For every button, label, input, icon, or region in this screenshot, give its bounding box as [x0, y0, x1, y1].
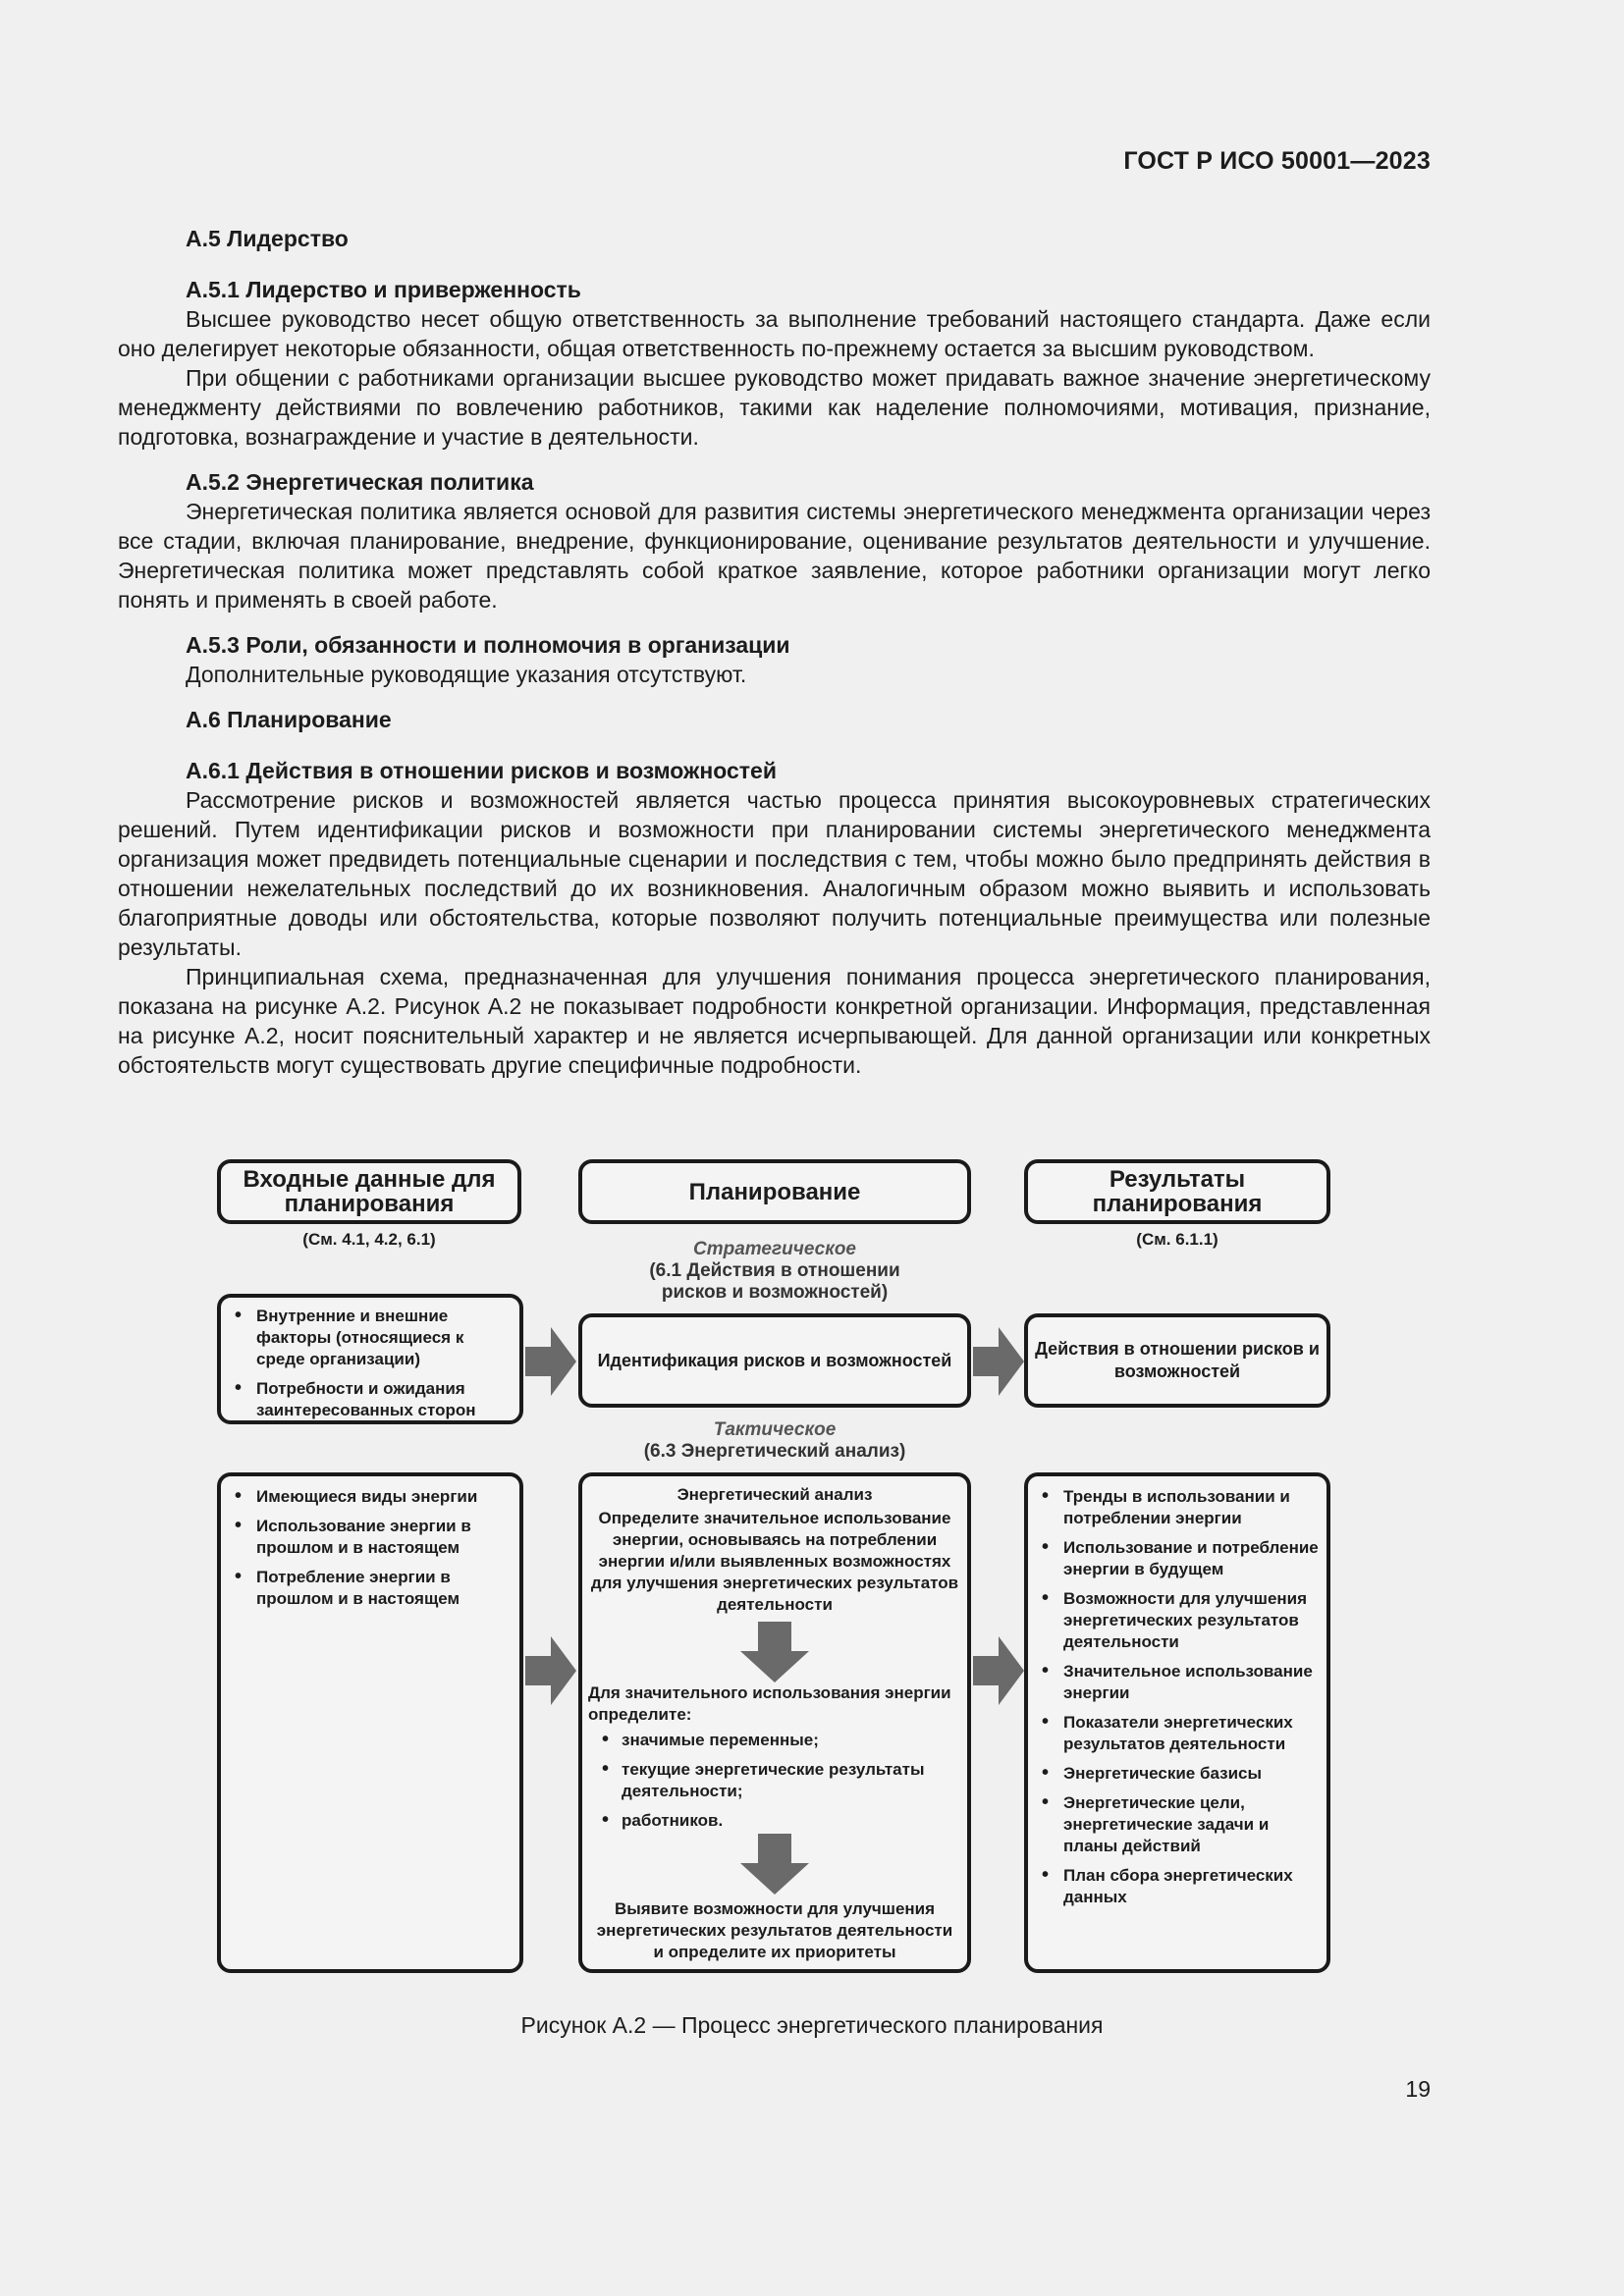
strategic-section-label — [578, 1239, 971, 1304]
energy-review-title: Энергетический анализ — [677, 1485, 873, 1504]
strategic-label: Стратегическое — [693, 1239, 856, 1259]
heading-a52: А.5.2 Энергетическая политика — [186, 469, 534, 495]
tactical-label: Тактическое — [713, 1419, 837, 1440]
body-text — [118, 224, 1431, 1080]
strategic-process-box — [578, 1313, 971, 1408]
tactical-section-label — [578, 1419, 971, 1463]
list-item: • Имеющиеся виды энергии — [221, 1486, 510, 1508]
list-item: • Энергетические цели, энергетические задачи и планы действий — [1028, 1792, 1319, 1857]
arrow-down-icon — [740, 1622, 809, 1682]
planning-header-box — [578, 1159, 971, 1224]
list-item: • текущие энергетические результаты деятельности; — [588, 1759, 961, 1802]
list-item: • Значительное использование энергии — [1028, 1661, 1319, 1704]
figure-caption: Рисунок А.2 — Процесс энергетического планирования — [520, 2012, 1104, 2038]
list-item: • План сбора энергетических данных — [1028, 1865, 1319, 1908]
heading-a51: А.5.1 Лидерство и приверженность — [186, 277, 581, 302]
inputs-header-box — [217, 1159, 521, 1224]
list-item: • Использование и потребление энергии в будущем — [1028, 1537, 1319, 1580]
list-item: • Энергетические базисы — [1028, 1763, 1319, 1785]
inputs-header-label: Входные данные для планирования — [243, 1166, 496, 1217]
arrow-right-icon — [525, 1327, 576, 1396]
heading-a6: А.6 Планирование — [186, 707, 392, 732]
step2-list — [588, 1730, 961, 1832]
results-ref: (См. 6.1.1) — [1136, 1230, 1218, 1249]
list-item: • Внутренние и внешние факторы (относящиеся к среде организации) — [221, 1306, 510, 1370]
results-header-label: Результаты планирования — [1092, 1166, 1263, 1217]
strategic-inputs-list — [221, 1306, 510, 1421]
list-item: • Показатели энергетических результатов деятельности — [1028, 1712, 1319, 1755]
arrow-right-icon — [973, 1636, 1024, 1705]
strategic-output-label: Действия в отношении рисков и возможностей — [1035, 1339, 1320, 1381]
strategic-inputs-box — [217, 1294, 523, 1424]
arrow-down-icon — [740, 1834, 809, 1895]
tactical-ref: (6.3 Энергетический анализ) — [643, 1441, 906, 1462]
list-item: • Возможности для улучшения энергетических результатов деятельности — [1028, 1588, 1319, 1653]
heading-a5: А.5 Лидерство — [186, 226, 349, 251]
strategic-ref: (6.1 Действия в отношении рисков и возможностей) — [649, 1260, 900, 1303]
tactical-inputs-list — [221, 1486, 510, 1610]
paragraph: Рассмотрение рисков и возможностей является частью процесса принятия высокоуровневых стратегических решений. Путем идентификации рисков и возможности при планировании системы энергетического менеджмента организация может предвидеть потенциальные сценарии и последствия с тем, чтобы можно было предпринять действия в отношении нежелательных последствий до их возникновения. Аналогичным образом можно выявить и использовать благоприятные доводы или обстоятельства, которые позволяют получить потенциальные преимущества или полезные результаты. — [118, 787, 1431, 960]
arrow-right-icon — [525, 1636, 576, 1705]
arrow-right-icon — [973, 1327, 1024, 1396]
list-item: • Потребление энергии в прошлом и в настоящем — [221, 1567, 510, 1610]
results-header-box — [1024, 1159, 1330, 1224]
tactical-outputs-list — [1028, 1486, 1319, 1908]
paragraph: Дополнительные руководящие указания отсутствуют. — [186, 662, 747, 687]
paragraph: Высшее руководство несет общую ответственность за выполнение требований настоящего стандарта. Даже если оно делегирует некоторые обязанности, общая ответственность по-прежнему остается за высшим руководством. — [118, 306, 1431, 361]
tactical-outputs-box — [1024, 1472, 1330, 1973]
heading-a61: А.6.1 Действия в отношении рисков и возможностей — [186, 758, 777, 783]
heading-a53: А.5.3 Роли, обязанности и полномочия в организации — [186, 632, 790, 658]
page-number: 19 — [1405, 2076, 1431, 2102]
list-item: • работников. — [588, 1810, 961, 1832]
list-item: • Тренды в использовании и потреблении энергии — [1028, 1486, 1319, 1529]
tactical-process-box — [578, 1472, 971, 1973]
planning-header-label: Планирование — [688, 1178, 861, 1205]
document-header: ГОСТ Р ИСО 50001—2023 — [1123, 147, 1431, 175]
list-item: • Потребности и ожидания заинтересованных сторон — [221, 1378, 510, 1421]
tactical-inputs-box — [217, 1472, 523, 1973]
energy-review-step1: Определите значительное использование энергии, основываясь на потреблении энергии и/или выявленных возможностях для улучшения энергетических результатов деятельности — [590, 1509, 959, 1614]
strategic-process-label: Идентификация рисков и возможностей — [597, 1351, 952, 1370]
energy-review-step3: Выявите возможности для улучшения энергетических результатов деятельности и определите их приоритеты — [596, 1899, 953, 1961]
step2-intro: Для значительного использования энергии определите: — [588, 1683, 951, 1724]
inputs-ref: (См. 4.1, 4.2, 6.1) — [302, 1230, 436, 1249]
paragraph: При общении с работниками организации высшее руководство может придавать важное значение энергетическому менеджменту действиями по вовлечению работников, такими как наделение полномочиями, мотивация, признание, подготовка, вознаграждение и участие в деятельности. — [118, 365, 1431, 450]
strategic-output-box — [1024, 1313, 1330, 1408]
list-item: • Использование энергии в прошлом и в настоящем — [221, 1516, 510, 1559]
paragraph: Принципиальная схема, предназначенная для улучшения понимания процесса энергетического планирования, показана на рисунке А.2. Рисунок А.2 не показывает подробности конкретной организации. Информация, представленная на рисунке А.2, носит пояснительный характер и не является исчерпывающей. Для данной организации или конкретных обстоятельств могут существовать другие специфичные подробности. — [118, 964, 1431, 1078]
energy-review-step2 — [588, 1682, 961, 1840]
list-item: • значимые переменные; — [588, 1730, 961, 1751]
paragraph: Энергетическая политика является основой для развития системы энергетического менеджмента организации через все стадии, включая планирование, внедрение, функционирование, оценивание результатов деятельности и улучшение. Энергетическая политика может представлять собой краткое заявление, которое работники организации могут легко понять и применять в своей работе. — [118, 499, 1431, 613]
